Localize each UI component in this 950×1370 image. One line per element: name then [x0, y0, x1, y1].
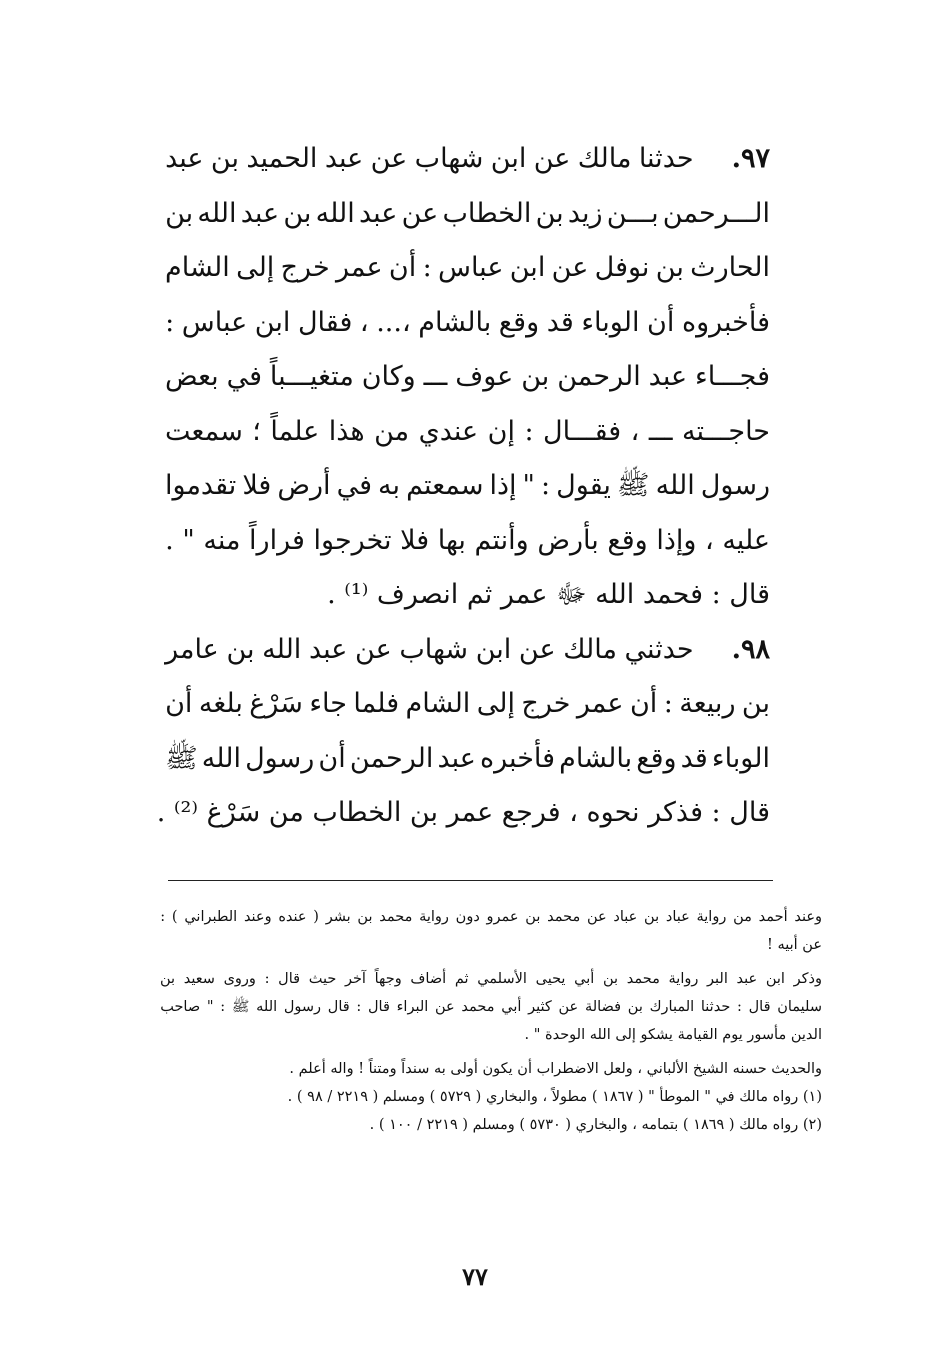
hadith-97-line-8 — [165, 514, 770, 569]
main-text — [156, 132, 770, 841]
hadith-98-text: حدثني مالك عن ابن شهاب عن عبد الله بن عامر — [165, 633, 694, 665]
hadith-97-line-7 — [165, 459, 770, 514]
hadith-98-line-2 — [165, 677, 770, 732]
hadith-97-text: فأخبروه أن الوباء قد وقع بالشام ،... ، فقال ابن عباس : — [165, 306, 770, 338]
hadith-97-text: عليه ، وإذا وقع بأرض وأنتم بها فلا تخرجوا فراراً منه " . — [165, 524, 770, 556]
hadith-97-number: ٩٧. — [731, 143, 770, 174]
footnote-line: وعند أحمد من رواية عباد بن عباد عن محمد بن عمرو دون رواية محمد بن بشر ( عنده وعند الطبراني ) : — [160, 909, 822, 925]
hadith-97-text: حدثنا مالك عن ابن شهاب عن عبد الحميد بن عبد — [165, 143, 694, 174]
hadith-98-line-3 — [165, 732, 770, 787]
hadith-97-line-9 — [165, 568, 770, 623]
hadith-97-line-6 — [165, 405, 770, 460]
footnote-line: والحديث حسنه الشيخ الألباني ، ولعل الاضطراب أن يكون أولى به سنداً ومتناً ! واله أعلم . — [289, 1061, 822, 1077]
hadith-98-line-1 — [165, 623, 770, 678]
footnote-reference-2: (٢) رواه مالك ( ١٨٦٩ ) بتمامه ، والبخاري ( ٥٧٣٠ ) ومسلم ( ٢٢١٩ / ١٠٠ ) . — [369, 1117, 822, 1133]
hadith-97-text: حاجـــته ـــ ، فقـــال : إن عندي من هذا علماً ؛ سمعت — [165, 415, 770, 447]
hadith-98-text: الوباء قد وقع بالشام فأخبره عبد الرحمن أن رسول الله ﷺ — [165, 742, 770, 774]
hadith-97-text: قال : فحمد الله ﷻ عمر ثم انصرف ⁽¹⁾ . — [327, 579, 770, 610]
hadith-97-text: فجـــاء عبد الرحمن بن عوف ـــ وكان متغيـــباً في بعض — [165, 361, 770, 392]
hadith-98-text: قال : فذكر نحوه ، فرجع عمر بن الخطاب من سَرْغ ⁽²⁾ . — [156, 797, 770, 828]
hadith-97-line-1 — [165, 132, 770, 187]
footnote-line: الدين مأسور يوم القيامة يشكو إلى الله الوحدة " . — [524, 1027, 822, 1043]
hadith-97-line-2 — [165, 187, 770, 242]
footnote-reference-1: (١) رواه مالك في " الموطأ " ( ١٨٦٧ ) مطولاً ، والبخاري ( ٥٧٢٩ ) ومسلم ( ٢٢١٩ / ٩٨ ) . — [287, 1089, 822, 1105]
hadith-97-text: الـــرحمن بـــن زيد بن الخطاب عن عبد الله بن عبد الله بن — [165, 197, 770, 229]
hadith-98-text: بن ربيعة : أن عمر خرج إلى الشام فلما جاء سَرْغ بلغه أن — [165, 688, 770, 719]
footnote-line: عن أبيه ! — [767, 937, 822, 953]
hadith-98-line-4 — [156, 786, 770, 841]
hadith-97-line-3 — [165, 241, 770, 296]
footnote-line: سليمان قال : حدثنا المبارك بن فضالة عن كثير أبي محمد عن البراء قال : قال رسول الله ﷺ : " صاحب — [160, 999, 822, 1015]
footnotes — [160, 903, 822, 1139]
hadith-97-line-4 — [165, 296, 770, 351]
hadith-97-text: رسول الله ﷺ يقول : " إذا سمعتم به في أرض فلا تقدموا — [165, 470, 770, 501]
page-number: ٧٧ — [462, 1262, 488, 1291]
footnote-line: وذكر ابن عبد البر رواية محمد بن أبي يحيى الأسلمي ثم أضاف وجهاً آخر حيث قال : وروى سعيد بن — [160, 971, 822, 987]
hadith-98-number: ٩٨. — [731, 633, 770, 665]
hadith-97-text: الحارث بن نوفل عن ابن عباس : أن عمر خرج إلى الشام — [165, 252, 770, 283]
footnote-divider — [168, 880, 773, 881]
hadith-97-line-5 — [165, 350, 770, 405]
